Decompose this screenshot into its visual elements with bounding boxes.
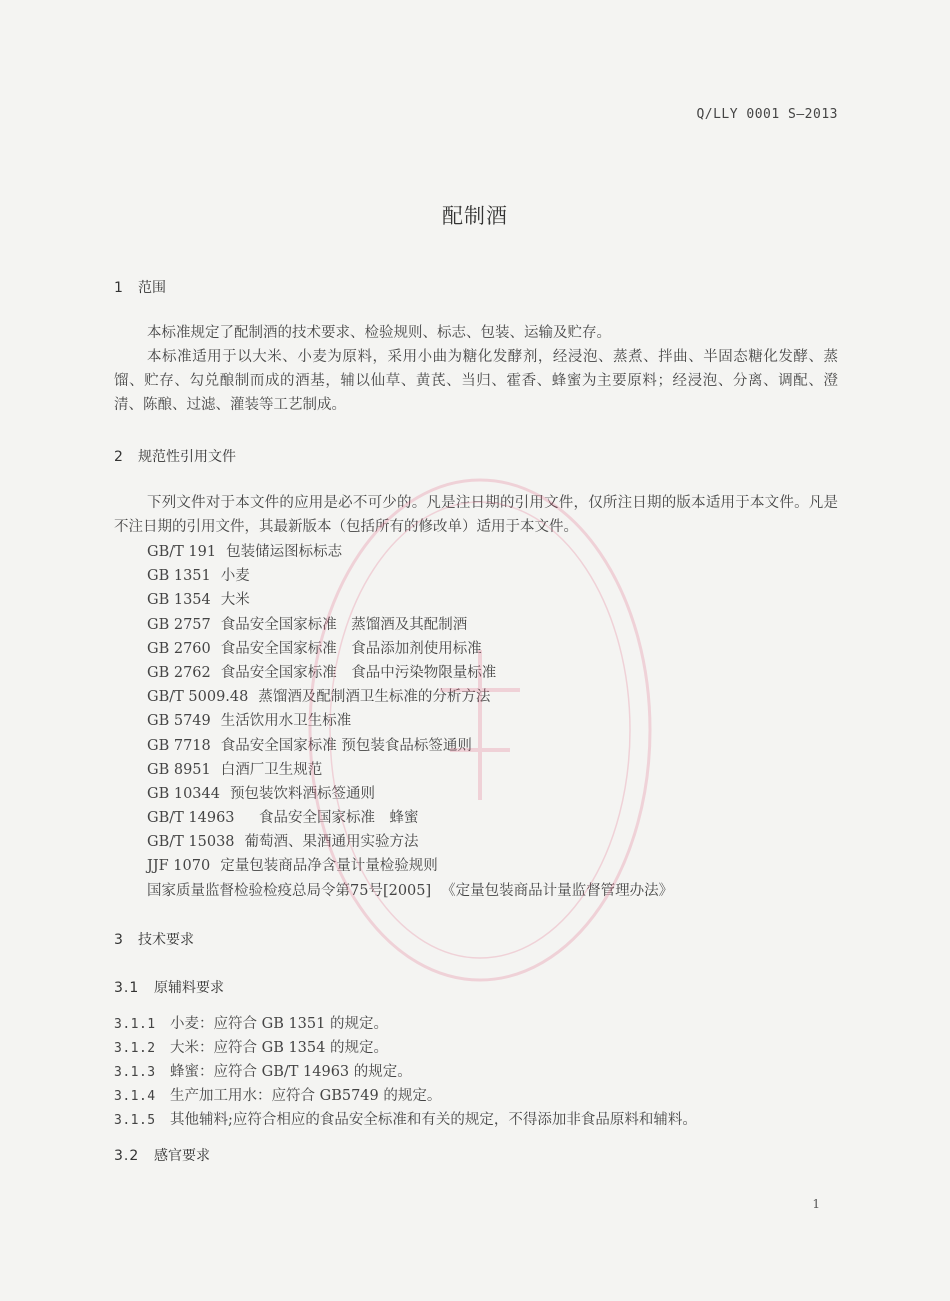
reference-item: [147, 564, 673, 588]
reference-title: 食品安全国家标准 食品添加剂使用标准: [220, 640, 482, 657]
reference-code: GB 2762: [147, 664, 211, 681]
reference-title: 生活饮用水卫生标准: [220, 713, 352, 730]
section-1-heading: [114, 277, 166, 297]
reference-item: [147, 709, 673, 733]
reference-item: [147, 637, 673, 661]
clause-text: 蜂蜜：应符合 GB/T 14963 的规定。: [170, 1064, 412, 1080]
clause-item: [114, 1036, 388, 1057]
reference-code: GB/T 191: [147, 544, 217, 560]
clause-item: [114, 1012, 388, 1033]
clause-text: 生产加工用水：应符合 GB5749 的规定。: [170, 1088, 442, 1104]
reference-item: [147, 540, 673, 564]
subsection-number: 3.1: [114, 980, 140, 996]
clause-text: 大米：应符合 GB 1354 的规定。: [170, 1040, 388, 1056]
reference-code: JJF 1070: [147, 858, 211, 875]
reference-title: 包装储运图标标志: [226, 544, 343, 560]
clause-number: 3.1.4: [114, 1089, 156, 1104]
section-number: 3: [114, 932, 123, 948]
reference-item: [147, 758, 673, 782]
reference-item: [147, 588, 673, 612]
reference-item: [147, 685, 673, 709]
reference-title: 食品安全国家标准 蒸馏酒及其配制酒: [220, 616, 468, 633]
reference-code: GB/T 14963: [147, 810, 235, 827]
clause-item: [114, 1084, 441, 1105]
clause-number: 3.1.2: [114, 1041, 156, 1056]
section-title: 技术要求: [138, 932, 194, 948]
reference-item: [147, 734, 673, 758]
section-title: 规范性引用文件: [138, 449, 236, 465]
reference-title: 蒸馏酒及配制酒卫生标准的分析方法: [258, 689, 491, 706]
reference-title: 《定量包装商品计量监督管理办法》: [441, 882, 674, 899]
section-number: 1: [114, 280, 123, 296]
reference-title: 预包装饮料酒标签通则: [229, 785, 375, 802]
reference-title: 食品安全国家标准 蜂蜜: [244, 810, 419, 827]
reference-code: GB 10344: [147, 785, 220, 802]
clause-number: 3.1.5: [114, 1113, 156, 1128]
subsection-number: 3.2: [114, 1148, 140, 1164]
clause-item: [114, 1108, 697, 1129]
reference-title: 大米: [220, 592, 250, 609]
section-number: 2: [114, 449, 123, 465]
reference-title: 白酒厂卫生规范: [220, 761, 323, 778]
references-intro: 下列文件对于本文件的应用是必不可少的。凡是注日期的引用文件，仅所注日期的版本适用于本文件。凡是不注日期的引用文件，其最新版本（包括所有的修改单）适用于本文件。: [114, 495, 838, 535]
reference-code: GB 2757: [147, 616, 211, 633]
reference-item: [147, 830, 673, 854]
scope-paragraph-1: 本标准规定了配制酒的技术要求、检验规则、标志、包装、运输及贮存。: [147, 325, 611, 341]
reference-code: GB 1351: [147, 568, 211, 585]
reference-title: 食品安全国家标准 预包装食品标签通则: [220, 737, 472, 754]
reference-title: 葡萄酒、果酒通用实验方法: [244, 834, 419, 851]
page-number: 1: [812, 1197, 820, 1211]
section-2-heading: [114, 446, 236, 466]
standard-code: Q/LLY 0001 S—2013: [696, 107, 838, 122]
reference-item: [147, 854, 673, 878]
reference-code: GB 1354: [147, 592, 211, 609]
document-title: 配制酒: [442, 204, 508, 228]
clause-item: [114, 1060, 412, 1081]
subsection-3-2-heading: [114, 1145, 210, 1165]
reference-item: [147, 879, 673, 903]
reference-item: [147, 782, 673, 806]
clause-text: 小麦：应符合 GB 1351 的规定。: [170, 1016, 388, 1032]
reference-item: [147, 613, 673, 637]
subsection-3-1-heading: [114, 977, 224, 997]
reference-code: GB/T 5009.48: [147, 689, 249, 706]
section-title: 范围: [138, 280, 166, 296]
reference-code: GB/T 15038: [147, 834, 235, 851]
clause-number: 3.1.1: [114, 1017, 156, 1032]
reference-item: [147, 661, 673, 685]
reference-code: 国家质量监督检验检疫总局令第75号[2005]: [147, 882, 432, 899]
reference-code: GB 2760: [147, 640, 211, 657]
subsection-title: 原辅料要求: [154, 980, 224, 996]
subsection-title: 感官要求: [154, 1148, 210, 1164]
reference-list: [147, 540, 673, 903]
clause-number: 3.1.3: [114, 1065, 156, 1080]
section-3-heading: [114, 929, 194, 949]
reference-code: GB 5749: [147, 713, 211, 730]
reference-title: 小麦: [220, 568, 250, 585]
reference-title: 食品安全国家标准 食品中污染物限量标准: [220, 664, 497, 681]
reference-code: GB 8951: [147, 761, 211, 778]
reference-item: [147, 806, 673, 830]
clause-text: 其他辅料;应符合相应的食品安全标准和有关的规定，不得添加非食品原料和辅料。: [170, 1112, 697, 1128]
reference-title: 定量包装商品净含量计量检验规则: [220, 858, 438, 875]
reference-code: GB 7718: [147, 737, 211, 754]
scope-paragraph-2: 本标准适用于以大米、小麦为原料，采用小曲为糖化发酵剂，经浸泡、蒸煮、拌曲、半固态糖化发酵、蒸馏、贮存、勾兑酿制而成的酒基，辅以仙草、黄芪、当归、霍香、蜂蜜为主要原料；经浸泡、分离、调配、澄清、陈酿、过滤、灌装等工艺制成。: [114, 349, 838, 413]
